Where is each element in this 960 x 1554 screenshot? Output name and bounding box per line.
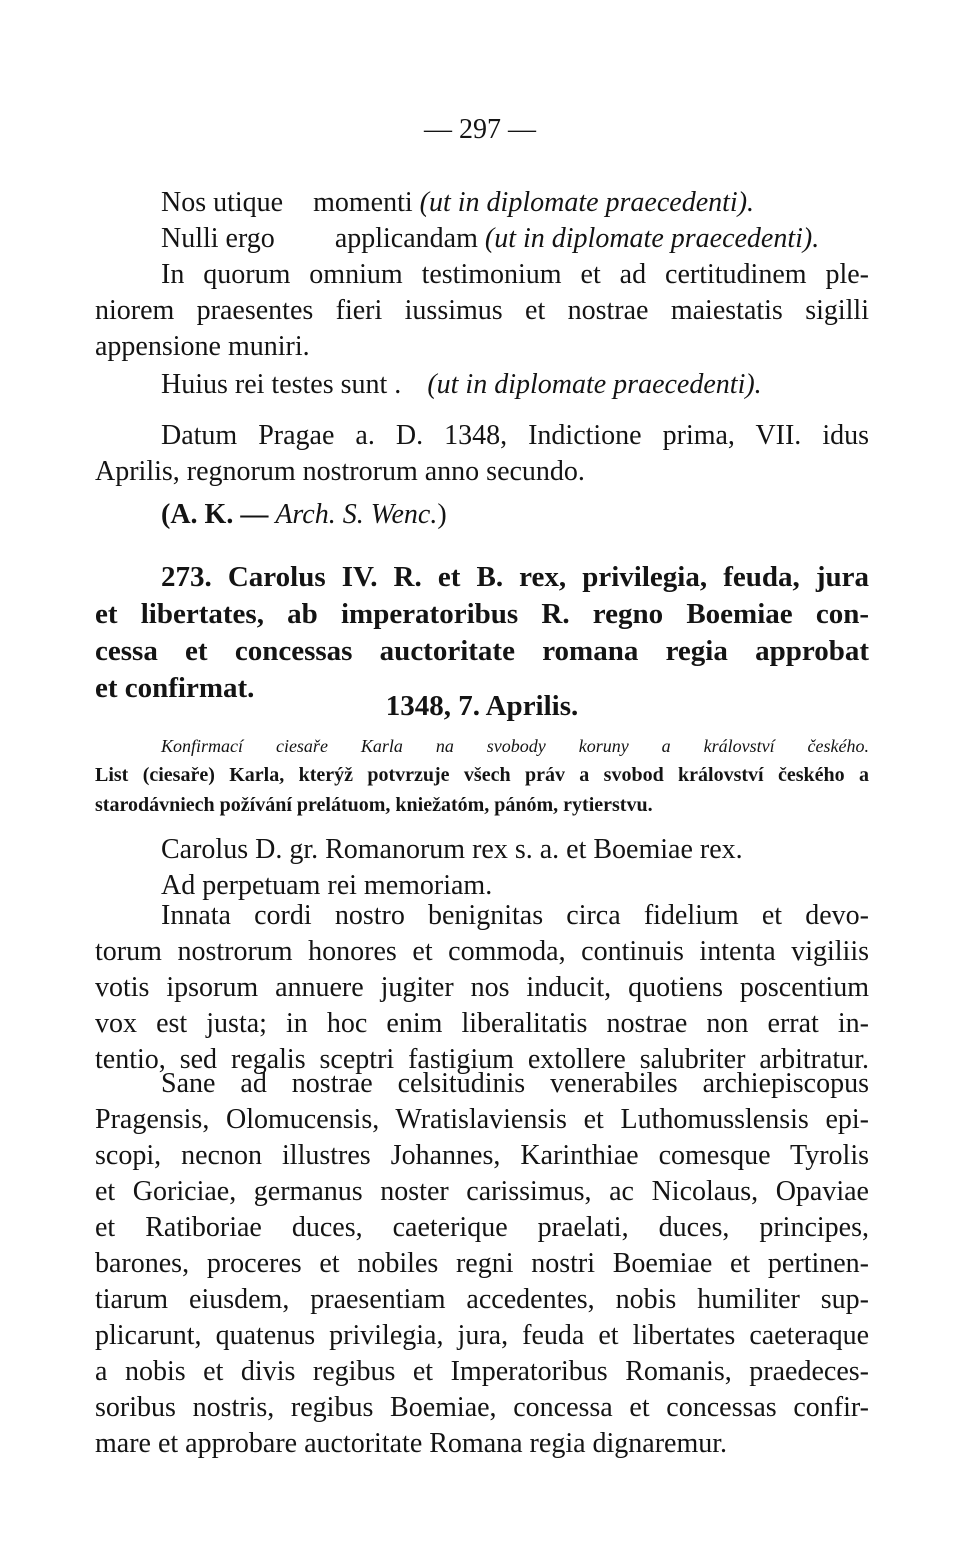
document-heading: 273. Carolus IV. R. et B. rex, privilegia, feuda, jura et libertates, ab imperatoribus R. regno Boemiae con- cessa et concessas auctoritate romana regia approbat et confirmat. <box>95 561 869 704</box>
perpetuam-line: Ad perpetuam rei memoriam. <box>161 870 493 901</box>
intitulatio: Carolus D. gr. Romanorum rex s. a. et Boemiae rex. Ad perpetuam rei memoriam. <box>95 832 869 904</box>
datum-paragraph: Datum Pragae a. D. 1348, Indictione prima, VII. idus Aprilis, regnorum nostrorum anno secundo. <box>95 420 869 487</box>
corroboratio-paragraph: In quorum omnium testimonium et ad certitudinem ple- niorem praesentes fieri iussimus et nostrae maiestatis sigilli appensione muniri. <box>95 259 869 362</box>
formula-line-2: Nulli ergo applicandam (ut in diplomate praecedenti). <box>161 223 820 254</box>
arenga-paragraph: Innata cordi nostro benignitas circa fidelium et devo- torum nostrorum honores et commoda, continuis intenta vigiliis votis ipsorum annuere jugiter nos inducit, quotiens poscentium vox est justa; in hoc enim liberalitatis nostrae non errat in- tentio, sed regalis sceptri fastigium extollere salubriter arbitratur. <box>95 900 869 1075</box>
heading-date: 1348, 7. Aprilis. <box>385 690 579 722</box>
formula-lines <box>95 185 869 257</box>
narratio-paragraph: Sane ad nostrae celsitudinis venerabiles archiepiscopus Pragensis, Olomucensis, Wratislaviensis et Luthomusslensis epi- scopi, necnon illustres Johannes, Karinthiae comesque Tyrolis et Goriciae, germanus noster carissimus, ac Nicolaus, Opaviae et Ratiboriae duces, caeterique praelati, duces, principes, barones, proceres et nobiles regni nostri Boemiae et pertinen- tiarum eiusdem, praesentiam accedentes, nobis humiliter sup- plicarunt, quatenus privilegia, jura, feuda et libertates caeteraque a nobis et divis regibus et Imperatoribus Romanis, praedeces- soribus nostris, regibus Boemiae, concessa et concessas confir- mare et approbare auctoritate Romana regia dignaremur. <box>95 1068 869 1459</box>
source-reference: (A. K. — Arch. S. Wenc.) <box>161 499 447 530</box>
czech-title: Konfirmací ciesaře Karla na svobody koruny a království českého. <box>161 736 869 756</box>
formula-line-1: Nos utique momenti (ut in diplomate praecedenti). <box>161 187 755 218</box>
testes-line: Huius rei testes sunt . (ut in diplomate praecedenti). <box>161 369 762 400</box>
czech-summary: List (ciesaře) Karla, kterýž potvrzuje všech práv a svobod království českého a starodávniech požívání prelátuom, kniežatóm, pánóm, rytierstvu. <box>95 764 869 816</box>
page-number: — 297 — <box>424 114 536 145</box>
